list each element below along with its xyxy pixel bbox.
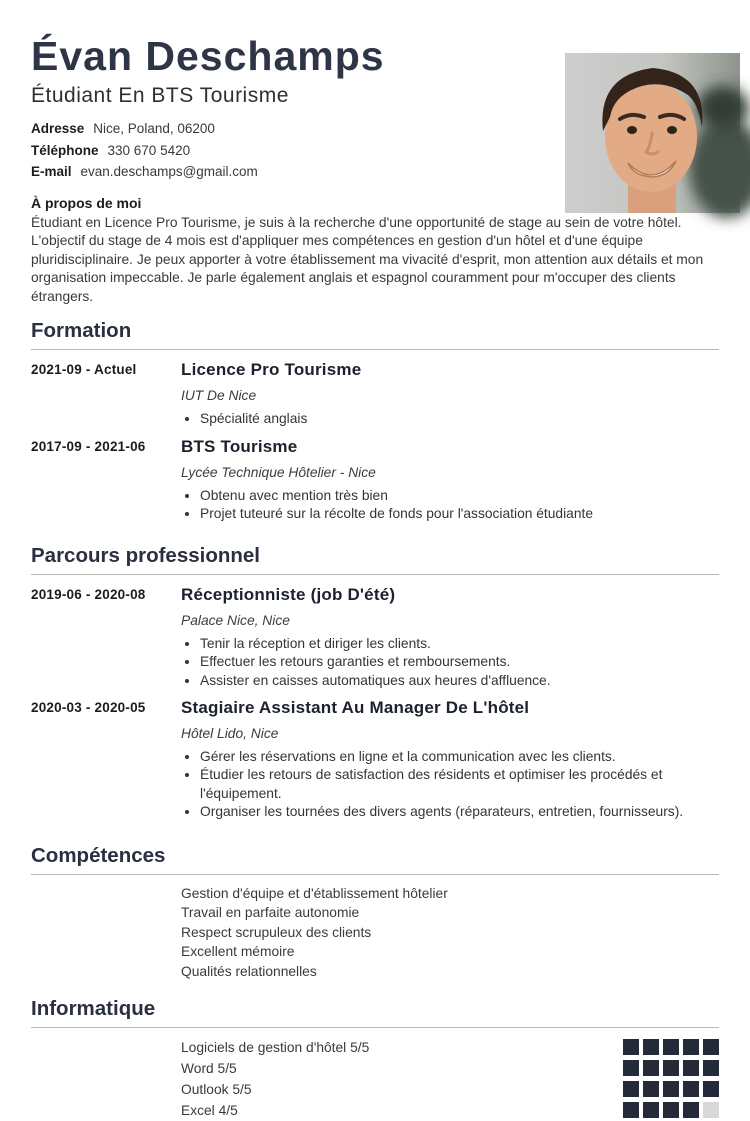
entry-bullets xyxy=(181,487,719,524)
timeline-entry xyxy=(31,697,719,829)
bullet-item: • Assister en caisses automatiques aux heures d'affluence. xyxy=(200,672,719,690)
contact-label: Adresse xyxy=(31,121,85,136)
bullet-item: • Obtenu avec mention très bien xyxy=(200,487,719,505)
timeline-entry xyxy=(31,359,719,435)
section-heading: Informatique xyxy=(31,997,719,1028)
entry-subtitle: IUT De Nice xyxy=(181,388,257,404)
rating-square xyxy=(703,1081,719,1097)
skill-label: Excel 4/5 xyxy=(181,1102,238,1118)
entry-list xyxy=(31,584,719,829)
skill-row xyxy=(31,1100,719,1121)
rating-square xyxy=(663,1081,679,1097)
skill-list xyxy=(31,1037,719,1121)
rating-square xyxy=(623,1081,639,1097)
entry-date: 2017-09 - 2021-06 xyxy=(31,438,146,454)
competences-list xyxy=(31,884,719,982)
rating-square xyxy=(683,1039,699,1055)
entry-date: 2021-09 - Actuel xyxy=(31,362,137,378)
competence-item: Travail en parfaite autonomie xyxy=(181,905,360,921)
profile-photo xyxy=(565,53,740,213)
timeline-entry xyxy=(31,436,719,531)
competence-item: Gestion d'équipe et d'établissement hôtelier xyxy=(181,885,448,901)
skill-row xyxy=(31,1037,719,1058)
rating-square xyxy=(623,1102,639,1118)
bullet-item: • Organiser les tournées des divers agents (réparateurs, entretien, fournisseurs). xyxy=(200,803,719,821)
portrait-illustration xyxy=(565,53,740,213)
rating-square xyxy=(683,1102,699,1118)
rating-square xyxy=(643,1039,659,1055)
entry-title: BTS Tourisme xyxy=(181,436,298,456)
contact-value: evan.deschamps@gmail.com xyxy=(80,164,258,179)
entry-bullets xyxy=(181,410,719,428)
bullet-item: • Spécialité anglais xyxy=(200,410,719,428)
bullet-item: • Tenir la réception et diriger les clients. xyxy=(200,635,719,653)
timeline-section xyxy=(31,544,719,829)
bullet-item: • Gérer les réservations en ligne et la communication avec les clients. xyxy=(200,748,719,766)
rating-square xyxy=(663,1102,679,1118)
entry-subtitle: Lycée Technique Hôtelier - Nice xyxy=(181,464,376,480)
competences-section xyxy=(31,844,719,982)
contact-value: Nice, Poland, 06200 xyxy=(93,121,215,136)
skill-rating xyxy=(623,1102,719,1118)
skill-label: Logiciels de gestion d'hôtel 5/5 xyxy=(181,1039,370,1055)
informatique-section xyxy=(31,997,719,1121)
cv-header xyxy=(31,33,719,183)
entry-date: 2019-06 - 2020-08 xyxy=(31,586,146,602)
rating-square xyxy=(683,1060,699,1076)
rating-square xyxy=(623,1060,639,1076)
entry-date: 2020-03 - 2020-05 xyxy=(31,699,146,715)
rating-square xyxy=(643,1102,659,1118)
about-heading: À propos de moi xyxy=(31,194,142,211)
entry-title: Réceptionniste (job D'été) xyxy=(181,584,396,604)
rating-square xyxy=(623,1039,639,1055)
job-title: Étudiant En BTS Tourisme xyxy=(31,84,289,107)
timeline-section xyxy=(31,319,719,530)
competence-item: Excellent mémoire xyxy=(181,944,295,960)
section-heading: Parcours professionnel xyxy=(31,544,719,575)
skill-rating xyxy=(623,1060,719,1076)
entry-body xyxy=(181,697,719,829)
skill-rating xyxy=(623,1039,719,1055)
person-name: Évan Deschamps xyxy=(31,33,385,79)
rating-square xyxy=(663,1060,679,1076)
entry-bullets xyxy=(181,635,719,690)
skill-label: Outlook 5/5 xyxy=(181,1081,252,1097)
bullet-item: • Étudier les retours de satisfaction des résidents et optimiser les procédés et l'équipement. xyxy=(200,766,719,803)
rating-square xyxy=(703,1060,719,1076)
entry-subtitle: Hôtel Lido, Nice xyxy=(181,725,279,741)
entry-body xyxy=(181,436,719,531)
entry-title: Stagiaire Assistant Au Manager De L'hôtel xyxy=(181,697,530,717)
contact-label: E-mail xyxy=(31,164,72,179)
contact-label: Téléphone xyxy=(31,142,99,158)
rating-square xyxy=(703,1102,719,1118)
rating-square xyxy=(703,1039,719,1055)
entry-title: Licence Pro Tourisme xyxy=(181,360,362,380)
skill-row xyxy=(31,1058,719,1079)
rating-square xyxy=(683,1081,699,1097)
rating-square xyxy=(643,1081,659,1097)
entry-subtitle: Palace Nice, Nice xyxy=(181,612,290,628)
rating-square xyxy=(643,1060,659,1076)
entry-body xyxy=(181,359,719,435)
entry-list xyxy=(31,359,719,530)
entry-body xyxy=(181,584,719,697)
entry-bullets xyxy=(181,748,719,822)
skill-rating xyxy=(623,1081,719,1097)
skill-row xyxy=(31,1079,719,1100)
competence-item: Respect scrupuleux des clients xyxy=(181,924,372,940)
skill-label: Word 5/5 xyxy=(181,1060,237,1076)
section-heading: Compétences xyxy=(31,844,719,875)
rating-square xyxy=(663,1039,679,1055)
competence-item: Qualités relationnelles xyxy=(181,963,317,979)
cv-page xyxy=(0,33,750,1118)
about-text: Étudiant en Licence Pro Tourisme, je suis à la recherche d'une opportunité de stage au sein de votre hôtel. L'objectif du stage de 4 mois est d'appliquer mes compétences en gestion d'un hôtel et d'une équipe pluridisciplinaire. Je peux apporter à votre établissement ma vivacité d'esprit, mon attention aux détails et mon organisation impeccable. Je parle également anglais et espagnol couramment pour m'occuper des clients étrangers. xyxy=(31,214,704,304)
bullet-item: • Projet tuteuré sur la récolte de fonds pour l'association étudiante xyxy=(200,505,719,523)
bullet-item: • Effectuer les retours garanties et remboursements. xyxy=(200,653,719,671)
timeline-entry xyxy=(31,584,719,697)
section-heading: Formation xyxy=(31,319,719,350)
contact-value: 330 670 5420 xyxy=(107,142,191,158)
